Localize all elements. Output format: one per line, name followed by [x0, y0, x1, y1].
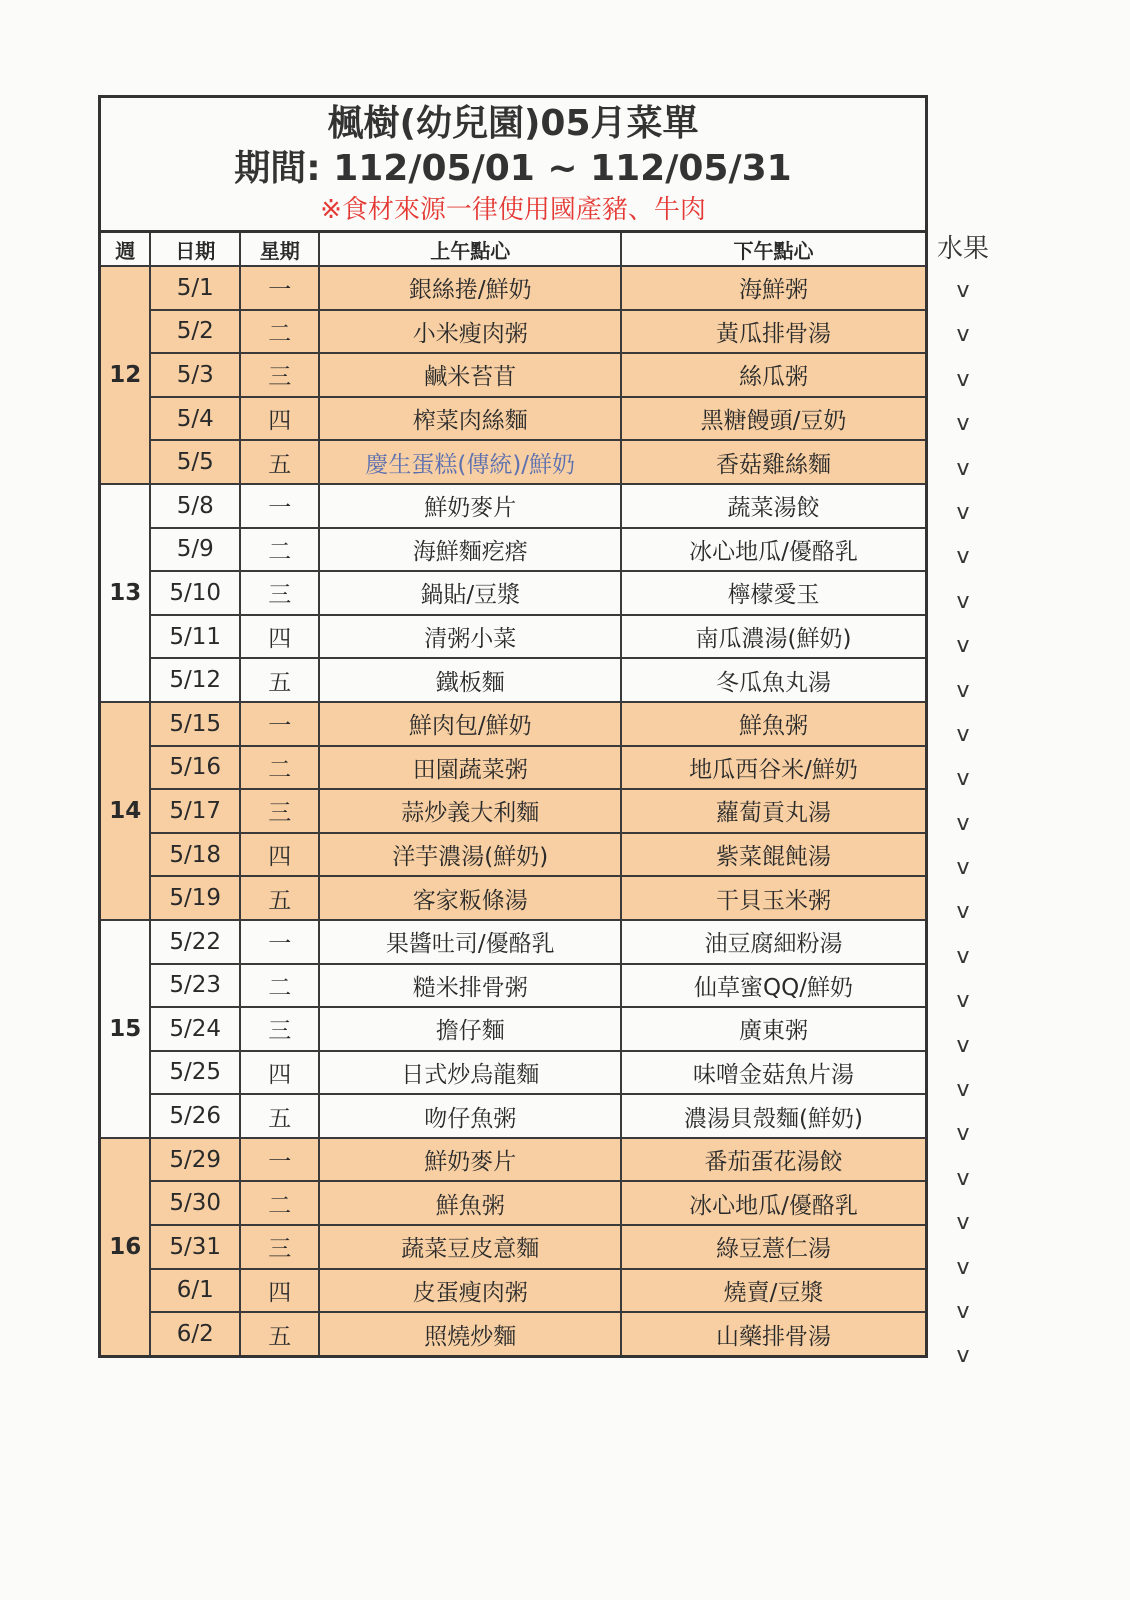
table-row — [100, 1312, 927, 1356]
fruit-check-mark: v — [956, 455, 970, 481]
weekday-cell: 四 — [240, 397, 319, 441]
weekday-cell: 四 — [240, 1269, 319, 1313]
fruit-check-mark: v — [956, 1210, 970, 1236]
pm-snack-cell: 綠豆薏仁湯 — [621, 1225, 927, 1269]
date-cell: 5/1 — [150, 266, 240, 310]
weekday-cell: 一 — [240, 1138, 319, 1182]
week-number: 14 — [100, 702, 151, 920]
fruit-check-mark: v — [956, 721, 970, 747]
am-snack-cell: 擔仔麵 — [319, 1007, 620, 1051]
table-row — [100, 353, 927, 397]
am-snack-cell: 鹹米苔苜 — [319, 353, 620, 397]
date-cell: 5/31 — [150, 1225, 240, 1269]
fruit-check-mark: v — [956, 1121, 970, 1147]
date-cell: 5/29 — [150, 1138, 240, 1182]
table-row — [100, 310, 927, 354]
fruit-check-mark: v — [956, 322, 970, 348]
am-snack-cell: 洋芋濃湯(鮮奶) — [319, 833, 620, 877]
weekday-cell: 二 — [240, 1181, 319, 1225]
pm-snack-cell: 黃瓜排骨湯 — [621, 310, 927, 354]
date-cell: 5/25 — [150, 1051, 240, 1095]
am-snack-cell: 銀絲捲/鮮奶 — [319, 266, 620, 310]
table-row — [100, 789, 927, 833]
am-snack-cell: 鍋貼/豆漿 — [319, 571, 620, 615]
fruit-check-mark: v — [956, 1032, 970, 1058]
date-cell: 5/23 — [150, 964, 240, 1008]
table-row — [100, 397, 927, 441]
fruit-check-mark: v — [956, 1077, 970, 1103]
fruit-check-mark: v — [956, 366, 970, 392]
table-row — [100, 571, 927, 615]
date-cell: 5/9 — [150, 528, 240, 572]
pm-snack-cell: 濃湯貝殼麵(鮮奶) — [621, 1094, 927, 1138]
date-cell: 5/3 — [150, 353, 240, 397]
table-row — [100, 1051, 927, 1095]
weekday-cell: 二 — [240, 528, 319, 572]
pm-snack-cell: 紫菜餛飩湯 — [621, 833, 927, 877]
am-snack-cell: 果醬吐司/優酪乳 — [319, 920, 620, 964]
weekday-cell: 三 — [240, 789, 319, 833]
table-row — [100, 1094, 927, 1138]
table-row — [100, 266, 927, 310]
date-cell: 5/12 — [150, 658, 240, 702]
weekday-cell: 四 — [240, 615, 319, 659]
pm-snack-cell: 檸檬愛玉 — [621, 571, 927, 615]
weekday-cell: 一 — [240, 920, 319, 964]
table-row — [100, 1138, 927, 1182]
fruit-check-mark: v — [956, 411, 970, 437]
header-row — [100, 232, 927, 267]
pm-snack-cell: 黑糖饅頭/豆奶 — [621, 397, 927, 441]
table-row — [100, 1225, 927, 1269]
pm-snack-cell: 蔬菜湯餃 — [621, 484, 927, 528]
table-row — [100, 658, 927, 702]
pm-snack-cell: 南瓜濃湯(鮮奶) — [621, 615, 927, 659]
am-snack-cell: 榨菜肉絲麵 — [319, 397, 620, 441]
title-box — [98, 95, 928, 230]
pm-snack-cell: 海鮮粥 — [621, 266, 927, 310]
weekday-cell: 五 — [240, 658, 319, 702]
date-cell: 6/2 — [150, 1312, 240, 1356]
pm-snack-cell: 廣東粥 — [621, 1007, 927, 1051]
menu-period: 期間: 112/05/01 ~ 112/05/31 — [234, 148, 792, 189]
date-cell: 5/26 — [150, 1094, 240, 1138]
ingredient-note: ※食材來源一律使用國產豬、牛肉 — [320, 195, 706, 225]
weekday-cell: 三 — [240, 1007, 319, 1051]
am-snack-cell: 日式炒烏龍麵 — [319, 1051, 620, 1095]
weekday-cell: 五 — [240, 876, 319, 920]
date-cell: 5/5 — [150, 440, 240, 484]
pm-snack-cell: 地瓜西谷米/鮮奶 — [621, 746, 927, 790]
weekday-cell: 四 — [240, 833, 319, 877]
menu-table — [98, 230, 928, 1358]
table-row — [100, 876, 927, 920]
am-snack-cell: 海鮮麵疙瘩 — [319, 528, 620, 572]
weekday-cell: 五 — [240, 1312, 319, 1356]
table-row — [100, 1007, 927, 1051]
fruit-check-mark: v — [956, 810, 970, 836]
date-cell: 5/18 — [150, 833, 240, 877]
weekday-cell: 二 — [240, 746, 319, 790]
table-row — [100, 833, 927, 877]
pm-snack-cell: 味噌金菇魚片湯 — [621, 1051, 927, 1095]
pm-snack-cell: 燒賣/豆漿 — [621, 1269, 927, 1313]
weekday-cell: 三 — [240, 1225, 319, 1269]
am-snack-cell: 鮮奶麥片 — [319, 1138, 620, 1182]
am-snack-cell: 鮮魚粥 — [319, 1181, 620, 1225]
table-row — [100, 528, 927, 572]
am-snack-cell: 鐵板麵 — [319, 658, 620, 702]
am-snack-cell: 皮蛋瘦肉粥 — [319, 1269, 620, 1313]
date-cell: 5/15 — [150, 702, 240, 746]
fruit-check-mark: v — [956, 588, 970, 614]
am-snack-cell: 田園蔬菜粥 — [319, 746, 620, 790]
fruit-column — [930, 230, 996, 1378]
am-snack-cell: 小米瘦肉粥 — [319, 310, 620, 354]
menu-sheet — [98, 95, 928, 1358]
am-snack-cell: 照燒炒麵 — [319, 1312, 620, 1356]
pm-snack-cell: 油豆腐細粉湯 — [621, 920, 927, 964]
date-cell: 5/22 — [150, 920, 240, 964]
weekday-cell: 二 — [240, 964, 319, 1008]
fruit-check-mark: v — [956, 1343, 970, 1369]
weekday-cell: 四 — [240, 1051, 319, 1095]
pm-snack-cell: 冰心地瓜/優酪乳 — [621, 1181, 927, 1225]
fruit-check-mark: v — [956, 1254, 970, 1280]
am-snack-cell: 吻仔魚粥 — [319, 1094, 620, 1138]
pm-snack-cell: 鮮魚粥 — [621, 702, 927, 746]
table-row — [100, 746, 927, 790]
header-week: 週 — [100, 232, 151, 267]
date-cell: 5/30 — [150, 1181, 240, 1225]
fruit-check-mark: v — [956, 278, 970, 303]
pm-snack-cell: 蘿蔔貢丸湯 — [621, 789, 927, 833]
fruit-check-mark: v — [956, 943, 970, 969]
table-row — [100, 440, 927, 484]
date-cell: 5/11 — [150, 615, 240, 659]
header-am-snack: 上午點心 — [319, 232, 620, 267]
weekday-cell: 一 — [240, 702, 319, 746]
table-row — [100, 964, 927, 1008]
am-snack-cell: 蔬菜豆皮意麵 — [319, 1225, 620, 1269]
date-cell: 5/24 — [150, 1007, 240, 1051]
fruit-check-mark: v — [956, 855, 970, 881]
am-snack-cell: 客家粄條湯 — [319, 876, 620, 920]
fruit-check-mark: v — [956, 1298, 970, 1324]
weekday-cell: 三 — [240, 353, 319, 397]
header-date: 日期 — [150, 232, 240, 267]
table-row — [100, 920, 927, 964]
am-snack-cell: 慶生蛋糕(傳統)/鮮奶 — [319, 440, 620, 484]
header-fruit: 水果 — [936, 234, 989, 264]
table-row — [100, 484, 927, 528]
pm-snack-cell: 干貝玉米粥 — [621, 876, 927, 920]
date-cell: 5/10 — [150, 571, 240, 615]
pm-snack-cell: 香菇雞絲麵 — [621, 440, 927, 484]
am-snack-cell: 清粥小菜 — [319, 615, 620, 659]
pm-snack-cell: 冬瓜魚丸湯 — [621, 658, 927, 702]
fruit-marks — [930, 268, 996, 1378]
weekday-cell: 三 — [240, 571, 319, 615]
pm-snack-cell: 冰心地瓜/優酪乳 — [621, 528, 927, 572]
week-number: 16 — [100, 1138, 151, 1356]
week-number: 12 — [100, 266, 151, 484]
table-row — [100, 1181, 927, 1225]
weekday-cell: 二 — [240, 310, 319, 354]
table-row — [100, 1269, 927, 1313]
am-snack-cell: 蒜炒義大利麵 — [319, 789, 620, 833]
date-cell: 5/16 — [150, 746, 240, 790]
pm-snack-cell: 絲瓜粥 — [621, 353, 927, 397]
am-snack-cell: 鮮奶麥片 — [319, 484, 620, 528]
week-number: 13 — [100, 484, 151, 702]
fruit-check-mark: v — [956, 544, 970, 570]
pm-snack-cell: 番茄蛋花湯餃 — [621, 1138, 927, 1182]
fruit-check-mark: v — [956, 677, 970, 703]
date-cell: 5/19 — [150, 876, 240, 920]
header-pm-snack: 下午點心 — [621, 232, 927, 267]
fruit-check-mark: v — [956, 499, 970, 525]
pm-snack-cell: 仙草蜜QQ/鮮奶 — [621, 964, 927, 1008]
weekday-cell: 五 — [240, 440, 319, 484]
table-row — [100, 702, 927, 746]
date-cell: 6/1 — [150, 1269, 240, 1313]
week-number: 15 — [100, 920, 151, 1138]
menu-body — [100, 266, 927, 1356]
fruit-check-mark: v — [956, 899, 970, 925]
fruit-check-mark: v — [956, 1165, 970, 1191]
date-cell: 5/17 — [150, 789, 240, 833]
fruit-check-mark: v — [956, 766, 970, 792]
header-day: 星期 — [240, 232, 319, 267]
date-cell: 5/4 — [150, 397, 240, 441]
weekday-cell: 一 — [240, 266, 319, 310]
date-cell: 5/8 — [150, 484, 240, 528]
pm-snack-cell: 山藥排骨湯 — [621, 1312, 927, 1356]
am-snack-cell: 糙米排骨粥 — [319, 964, 620, 1008]
fruit-check-mark: v — [956, 633, 970, 659]
menu-title: 楓樹(幼兒園)05月菜單 — [327, 103, 699, 144]
fruit-check-mark: v — [956, 988, 970, 1014]
weekday-cell: 一 — [240, 484, 319, 528]
date-cell: 5/2 — [150, 310, 240, 354]
table-row — [100, 615, 927, 659]
weekday-cell: 五 — [240, 1094, 319, 1138]
am-snack-cell: 鮮肉包/鮮奶 — [319, 702, 620, 746]
